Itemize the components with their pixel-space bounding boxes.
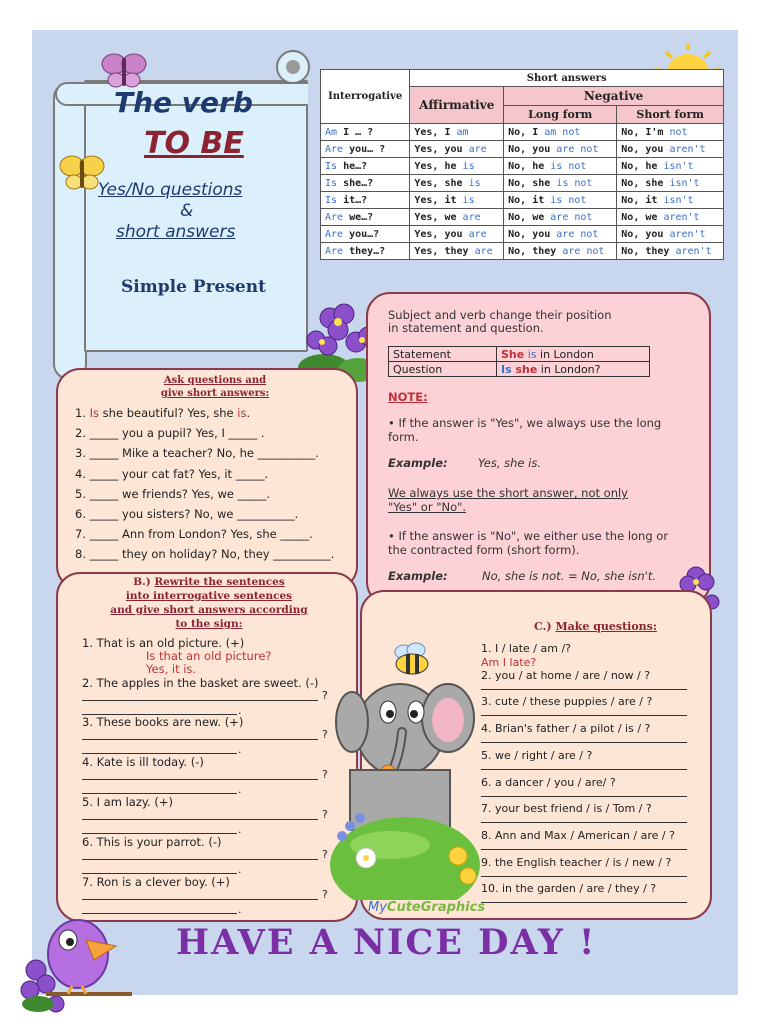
long-form-text: No, she: [508, 177, 557, 189]
affirmative-verb: are: [474, 245, 493, 257]
exercise-b-item: 5. I am lazy. (+): [82, 795, 173, 809]
long-form-cell: [504, 226, 617, 243]
answer-line: [481, 849, 687, 850]
section-b-heading-line3: and give short answers according: [110, 604, 308, 616]
no-rule-line2: the contracted form (short form).: [388, 543, 580, 557]
answer-line: [82, 700, 318, 701]
interrogative-verb: Is: [325, 177, 338, 189]
answer-line: [481, 902, 687, 903]
short-form-cell: [617, 192, 724, 209]
title-the-verb: The verb: [114, 86, 253, 119]
explanation-intro-line1: Subject and verb change their position: [388, 308, 612, 322]
exercise-c-item: 4. Brian's father / a pilot / is / ?: [481, 722, 651, 736]
long-form-cell: [504, 192, 617, 209]
exercise-c-item: 2. you / at home / are / now / ?: [481, 668, 651, 682]
title-ampersand: &: [180, 201, 194, 221]
short-form-text: No, he: [621, 160, 664, 172]
exercise-a-item: [75, 547, 334, 561]
short-form-verb: isn't: [663, 194, 694, 206]
title-scroll: [84, 80, 308, 352]
affirmative-text: Yes, she: [414, 177, 469, 189]
exercise-c-item: 8. Ann and Max / American / are / ?: [481, 828, 675, 842]
table-row: [321, 226, 724, 243]
statement-rest: in London: [536, 347, 594, 361]
affirmative-verb: are: [468, 143, 487, 155]
bee-icon: [388, 642, 432, 676]
long-form-cell: [504, 243, 617, 260]
period: .: [238, 823, 242, 836]
item-number: 6.: [75, 507, 90, 521]
section-c-prefix: C.): [534, 620, 556, 633]
period: .: [238, 903, 242, 916]
example-label-2: Example:: [388, 569, 448, 583]
interrogative-cell: [321, 209, 410, 226]
exercise-b-item: 1. That is an old picture. (+): [82, 636, 245, 650]
item-text: _____ you a pupil? Yes, I _____ .: [89, 426, 265, 441]
table-row: [321, 141, 724, 158]
answer-line: [82, 739, 318, 740]
item-number: 5.: [75, 486, 90, 501]
exercise-b-item: 2. The apples in the basket are sweet. (-): [82, 676, 319, 690]
title-to-be: TO BE: [144, 126, 244, 161]
table-row: [321, 124, 724, 141]
exercise-c-item: 5. we / right / are / ?: [481, 748, 593, 762]
question-verb: Is: [501, 362, 512, 376]
long-form-cell: [504, 124, 617, 141]
question-label: Question: [389, 362, 497, 377]
item-text: _____ Ann from London? Yes, she _____.: [89, 527, 313, 542]
interrogative-rest: she…?: [337, 177, 374, 189]
title-short-answers: short answers: [116, 222, 236, 242]
title-yes-no-questions: Yes/No questions: [98, 180, 243, 200]
long-form-text: No, they: [508, 245, 563, 257]
exercise-c-item: 1. I / late / am /?: [481, 642, 572, 655]
col-long-form: Long form: [504, 106, 617, 124]
scroll-curl: [276, 50, 310, 84]
section-a-heading-line2: give short answers:: [160, 388, 270, 399]
answer-line: [82, 793, 237, 794]
affirmative-verb: is: [462, 160, 475, 172]
period: .: [238, 783, 242, 796]
affirmative-verb: is: [462, 194, 475, 206]
item-number: 7.: [75, 527, 90, 542]
question-mark: ?: [322, 768, 328, 781]
question-example: [497, 362, 650, 377]
table-body: [321, 124, 724, 260]
yes-rule-line2: form.: [388, 430, 419, 444]
bird-illustration: [16, 900, 134, 1018]
period: .: [238, 704, 242, 717]
question-subject: she: [511, 362, 538, 376]
example-label: Example:: [388, 456, 448, 470]
exercise-b-item: 7. Ron is a clever boy. (+): [82, 875, 230, 889]
footer-message: HAVE A NICE DAY !: [176, 922, 597, 963]
col-short-form: Short form: [617, 106, 724, 124]
elephant-illustration: [330, 640, 480, 900]
affirmative-cell: [410, 209, 504, 226]
long-form-verb: am not: [544, 126, 581, 138]
statement-label: Statement: [389, 347, 497, 362]
short-form-text: No, she: [621, 177, 670, 189]
long-form-text: No, we: [508, 211, 551, 223]
short-form-verb: aren't: [663, 211, 700, 223]
table-row: [321, 158, 724, 175]
interrogative-rest: I … ?: [337, 126, 374, 138]
statement-question-table: [388, 346, 650, 377]
col-interrogative: Interrogative: [321, 70, 410, 124]
interrogative-verb: Is: [325, 160, 338, 172]
interrogative-rest: you…?: [343, 228, 380, 240]
statement-subject: She: [501, 347, 525, 361]
long-form-verb: are not: [550, 211, 593, 223]
answer-verb: Is: [89, 406, 100, 420]
short-form-verb: aren't: [675, 245, 712, 257]
interrogative-cell: [321, 158, 410, 175]
statement-verb: is: [524, 347, 537, 361]
affirmative-cell: [410, 175, 504, 192]
short-form-cell: [617, 175, 724, 192]
long-form-text: No, you: [508, 228, 557, 240]
explanation-intro-line2: in statement and question.: [388, 321, 544, 335]
long-form-cell: [504, 158, 617, 175]
short-answer-rule-line2: "Yes" or "No".: [388, 500, 467, 514]
col-affirmative: Affirmative: [410, 87, 504, 124]
item-number: 2.: [75, 426, 90, 441]
short-form-verb: isn't: [669, 177, 700, 189]
item-text: she beautiful? Yes, she: [99, 406, 238, 420]
exercise-a-item: [75, 467, 268, 481]
short-form-cell: [617, 226, 724, 243]
section-b-heading-line1: Rewrite the sentences: [154, 576, 285, 588]
long-form-verb: is not: [550, 194, 587, 206]
sun-icon: [650, 40, 726, 72]
no-rule-line1: • If the answer is "No", we either use the long or: [388, 529, 669, 543]
long-form-verb: is not: [556, 177, 593, 189]
affirmative-text: Yes, it: [414, 194, 463, 206]
interrogative-verb: Are: [325, 143, 344, 155]
short-form-text: No, it: [621, 194, 664, 206]
sample-answer-short: Yes, it is.: [146, 662, 197, 676]
section-b-heading-line2: into interrogative sentences: [125, 590, 293, 602]
interrogative-cell: [321, 141, 410, 158]
answer-line: [481, 715, 687, 716]
item-text: _____ your cat fat? Yes, it _____.: [89, 466, 269, 481]
item-number: 1.: [75, 406, 90, 420]
scroll-roll: [53, 82, 87, 380]
table-row: [321, 192, 724, 209]
answer-line: [481, 769, 687, 770]
item-end: .: [246, 406, 251, 420]
item-number: 4.: [75, 466, 90, 481]
interrogative-verb: Am: [325, 126, 338, 138]
short-form-cell: [617, 243, 724, 260]
exercise-b-item: 4. Kate is ill today. (-): [82, 755, 204, 769]
question-mark: ?: [322, 689, 328, 702]
exercise-a-item: [75, 406, 250, 420]
interrogative-verb: Are: [325, 228, 344, 240]
exercise-a-item: [75, 446, 319, 460]
interrogative-cell: [321, 192, 410, 209]
affirmative-verb: are: [462, 211, 481, 223]
affirmative-cell: [410, 141, 504, 158]
short-form-text: No, you: [621, 228, 670, 240]
answer-line: [82, 779, 318, 780]
short-answer-rule-line1: We always use the short answer, not only: [388, 486, 628, 500]
answer-line: [82, 833, 237, 834]
exercise-c-item: 6. a dancer / you / are/ ?: [481, 775, 616, 789]
short-form-text: No, we: [621, 211, 664, 223]
interrogative-verb: Are: [325, 245, 344, 257]
affirmative-verb: is: [468, 177, 481, 189]
item-number: 8.: [75, 547, 90, 562]
yes-rule-line1: • If the answer is "Yes", we always use the long: [388, 416, 662, 430]
item-text: _____ you sisters? No, we __________.: [89, 507, 299, 521]
short-form-verb: aren't: [669, 228, 706, 240]
credit-a: My: [368, 900, 387, 915]
affirmative-text: Yes, I: [414, 126, 457, 138]
answer-line: [82, 819, 318, 820]
credit-b: CuteGraphics: [386, 900, 486, 915]
interrogative-rest: it…?: [337, 194, 368, 206]
exercise-b-item: 6. This is your parrot. (-): [82, 835, 222, 849]
sample-answer-question: Is that an old picture?: [146, 649, 272, 663]
affirmative-text: Yes, we: [414, 211, 463, 223]
answer-line: [481, 796, 687, 797]
affirmative-cell: [410, 192, 504, 209]
affirmative-cell: [410, 243, 504, 260]
short-form-verb: not: [669, 126, 688, 138]
section-b-prefix: B.): [133, 576, 155, 588]
exercise-a-item: [75, 487, 270, 501]
interrogative-rest: they…?: [343, 245, 386, 257]
long-form-cell: [504, 209, 617, 226]
short-form-cell: [617, 209, 724, 226]
title-tense: Simple Present: [121, 277, 266, 297]
short-form-cell: [617, 158, 724, 175]
table-row: [321, 175, 724, 192]
interrogative-cell: [321, 124, 410, 141]
answer-line: [481, 742, 687, 743]
answer-line: [82, 753, 237, 754]
affirmative-cell: [410, 124, 504, 141]
item-text: _____ we friends? Yes, we _____.: [89, 486, 270, 501]
sample-answer: Am I late?: [481, 656, 537, 669]
long-form-verb: are not: [556, 228, 599, 240]
exercise-c-item: 3. cute / these puppies / are / ?: [481, 695, 653, 709]
interrogative-rest: he…?: [337, 160, 368, 172]
period: .: [238, 743, 242, 756]
interrogative-verb: Are: [325, 211, 344, 223]
long-form-text: No, I: [508, 126, 545, 138]
long-form-text: No, it: [508, 194, 551, 206]
long-form-verb: are not: [562, 245, 605, 257]
section-a-heading-line1: Ask questions and: [163, 375, 267, 386]
exercise-c-item: 7. your best friend / is / Tom / ?: [481, 802, 652, 816]
interrogative-cell: [321, 175, 410, 192]
long-form-cell: [504, 175, 617, 192]
item-text: _____ they on holiday? No, they __________.: [89, 547, 335, 562]
section-c-heading-text: Make questions:: [555, 620, 657, 633]
question-mark: ?: [322, 808, 328, 821]
explanation-box: [366, 292, 711, 606]
long-form-text: No, he: [508, 160, 551, 172]
affirmative-cell: [410, 226, 504, 243]
long-form-cell: [504, 141, 617, 158]
question-mark: ?: [322, 728, 328, 741]
yes-example: Yes, she is.: [478, 456, 541, 470]
col-negative: Negative: [504, 87, 724, 106]
interrogative-rest: you… ?: [343, 143, 386, 155]
table-caption: Short answers: [410, 70, 724, 87]
section-c-heading: [534, 620, 657, 633]
short-form-cell: [617, 141, 724, 158]
question-rest: in London?: [537, 362, 601, 376]
affirmative-text: Yes, he: [414, 160, 463, 172]
section-b-heading: [104, 575, 314, 631]
short-form-text: No, I'm: [621, 126, 670, 138]
affirmative-text: Yes, you: [414, 143, 469, 155]
affirmative-cell: [410, 158, 504, 175]
table-row: [321, 209, 724, 226]
answer-verb: is: [237, 406, 247, 420]
exercise-a-item: [75, 426, 265, 440]
question-mark: ?: [322, 888, 328, 901]
section-a-heading: [150, 374, 280, 400]
exercise-a-item: [75, 507, 298, 521]
answer-line: [481, 876, 687, 877]
answer-line: [82, 873, 237, 874]
affirmative-verb: are: [468, 228, 487, 240]
affirmative-text: Yes, they: [414, 245, 475, 257]
statement-example: [497, 347, 650, 362]
long-form-text: No, you: [508, 143, 557, 155]
exercise-a-item: [75, 527, 313, 541]
period: .: [238, 863, 242, 876]
credit-logo: [368, 900, 485, 915]
answer-line: [481, 822, 687, 823]
interrogative-cell: [321, 243, 410, 260]
exercise-c-item: 9. the English teacher / is / new / ?: [481, 855, 672, 869]
long-form-verb: is not: [550, 160, 587, 172]
short-form-text: No, you: [621, 143, 670, 155]
affirmative-verb: am: [456, 126, 469, 138]
short-form-cell: [617, 124, 724, 141]
exercise-c-item: 10. in the garden / are / they / ?: [481, 882, 657, 896]
item-text: _____ Mike a teacher? No, he __________.: [89, 446, 319, 461]
interrogative-cell: [321, 226, 410, 243]
note-label: NOTE:: [388, 390, 428, 404]
answer-line: [481, 689, 687, 690]
question-mark: ?: [322, 848, 328, 861]
no-example: No, she is not. = No, she isn't.: [482, 569, 656, 583]
interrogative-rest: we…?: [343, 211, 374, 223]
interrogative-verb: Is: [325, 194, 338, 206]
table-row: [321, 243, 724, 260]
exercise-b-item: 3. These books are new. (+): [82, 715, 244, 729]
affirmative-text: Yes, you: [414, 228, 469, 240]
long-form-verb: are not: [556, 143, 599, 155]
section-b-heading-line4: to the sign:: [175, 618, 243, 630]
short-form-verb: isn't: [663, 160, 694, 172]
short-form-text: No, they: [621, 245, 676, 257]
item-number: 3.: [75, 446, 90, 461]
short-answers-table: [320, 69, 724, 260]
answer-line: [82, 859, 318, 860]
short-form-verb: aren't: [669, 143, 706, 155]
